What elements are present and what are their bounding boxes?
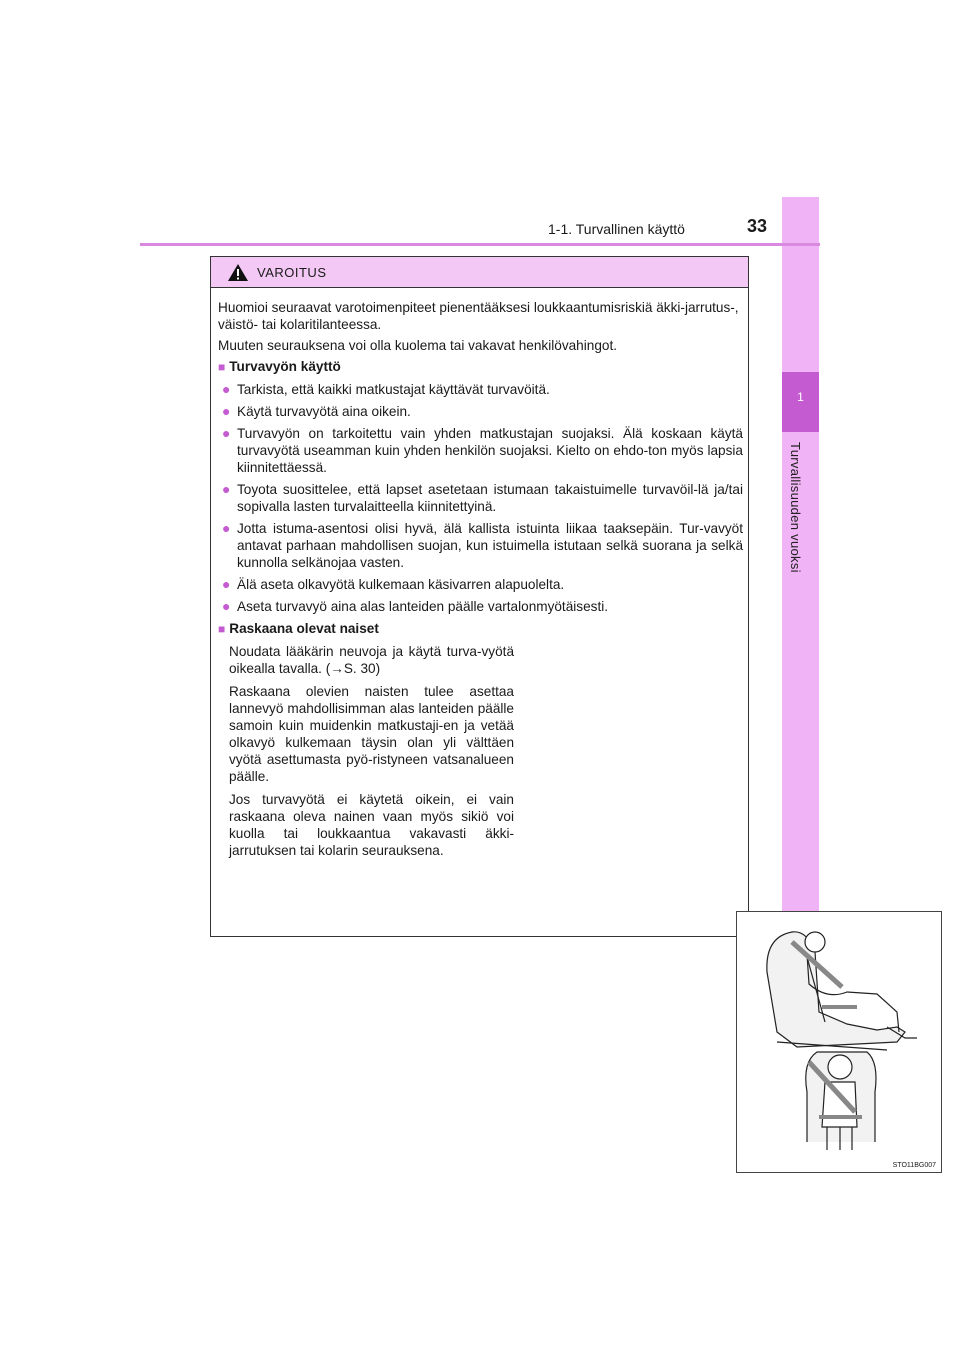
- warning-triangle-icon: [227, 263, 249, 282]
- square-bullet-icon: ■: [218, 622, 226, 636]
- pregnancy-text: [218, 643, 514, 859]
- bullet-icon: ●: [222, 481, 231, 497]
- paragraph: Noudata lääkärin neuvoja ja käytä turva-vyötä oikealla tavalla. (→S. 30): [229, 644, 514, 676]
- seatbelt-figure: [737, 912, 941, 1152]
- paragraph: Raskaana olevien naisten tulee asettaa lannevyö mahdollisimman alas lanteiden päälle samoin kuin muidenkin matkustaji-en ja vetää olkavyö kulkemaan täysin olan yli välttäen vyötä asettumasta pyö-ristyneen vatsanalueen päälle.: [229, 684, 514, 784]
- chapter-title: Turvallisuuden vuoksi: [788, 442, 803, 573]
- list-item: ● Jotta istuma-asentosi olisi hyvä, älä kallista istuinta liikaa taaksepäin. Tur-vavyöt antavat parhaan mahdollisen suojan, kun istuimella istutaan selkä suorana ja selkä kunnolla selkänojaa vasten.: [222, 520, 743, 570]
- page-number: 33: [747, 216, 768, 236]
- pregnant-seatbelt-illustration: [736, 911, 942, 1173]
- list-item: ● Toyota suosittelee, että lapset asetetaan istumaan takaistuimelle turvavöil-lä ja/tai sopivalla lasten turvalaitteella kiinnitettyinä.: [222, 481, 743, 514]
- bullet-icon: ●: [222, 381, 231, 397]
- list-item: ● Aseta turvavyö aina alas lanteiden päälle vartalonmyötäisesti.: [222, 598, 609, 614]
- bullet-icon: ●: [222, 576, 231, 592]
- intro-text: Huomioi seuraavat varotoimenpiteet pienentääksesi loukkaantumisriskiä äkki-jarrutus-, väistö- tai kolaritilanteessa.: [218, 300, 739, 332]
- subheading: ■ Turvavyön käyttö: [218, 359, 341, 374]
- bullet-icon: ●: [222, 425, 231, 441]
- section-title: 1-1. Turvallinen käyttö: [548, 221, 685, 237]
- paragraph: Jos turvavyötä ei käytetä oikein, ei vain raskaana oleva nainen vaan myös sikiö voi kuolla tai loukkaantua vakavasti äkki-jarrutuksen tai kolarin seurauksena.: [229, 792, 514, 858]
- bullet-icon: ●: [222, 520, 231, 536]
- header-rule: [140, 243, 820, 246]
- figure-code: STO11BG007: [892, 1162, 936, 1169]
- bullet-icon: ●: [222, 598, 231, 614]
- list-item: ● Turvavyön on tarkoitettu vain yhden matkustajan suojaksi. Älä koskaan käytä turvavyötä useamman kuin yhden henkilön suojaksi. Kielto on ehdo-ton myös lapsia kiinnitettäessä.: [222, 425, 743, 475]
- chapter-number: 1: [797, 390, 804, 404]
- warning-title: VAROITUS: [257, 265, 327, 280]
- subheading: ■ Raskaana olevat naiset: [218, 621, 379, 636]
- list-item: ● Tarkista, että kaikki matkustajat käyttävät turvavöitä.: [222, 381, 550, 397]
- warning-header: [211, 257, 748, 288]
- bullet-icon: ●: [222, 403, 231, 419]
- intro-text-2: Muuten seurauksena voi olla kuolema tai vakavat henkilövahingot.: [218, 338, 617, 353]
- list-item: ● Käytä turvavyötä aina oikein.: [222, 403, 411, 419]
- square-bullet-icon: ■: [218, 360, 226, 374]
- list-item: ● Älä aseta olkavyötä kulkemaan käsivarren alapuolelta.: [222, 576, 565, 592]
- warning-body: [218, 299, 743, 865]
